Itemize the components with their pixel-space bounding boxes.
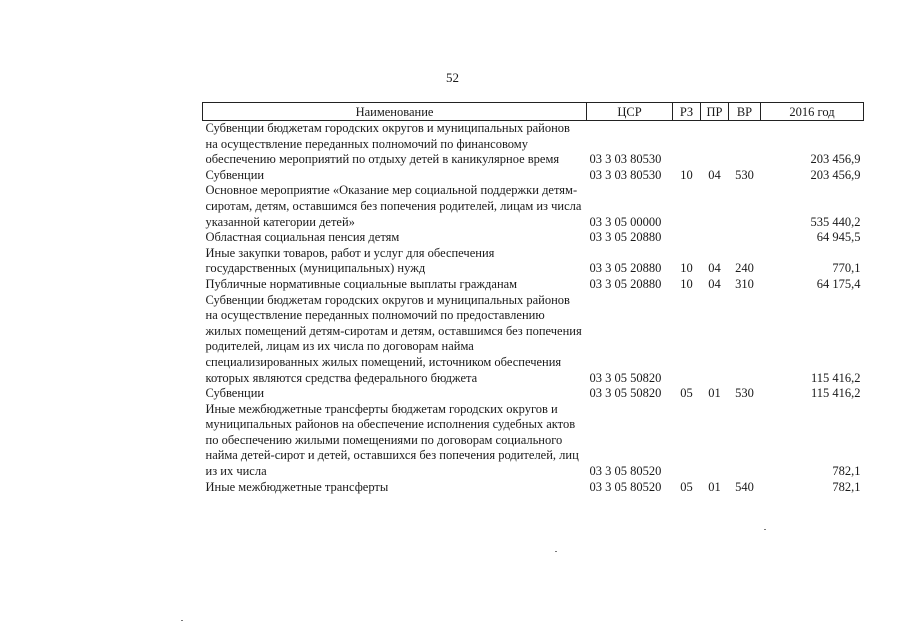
row-vr: 540 <box>735 479 754 494</box>
row-pr <box>701 230 729 246</box>
row-csr: 03 3 05 20880 <box>589 261 662 276</box>
row-rz: 05 <box>680 479 693 494</box>
row-value: 115 416,2 <box>810 386 861 401</box>
row-vr: 310 <box>735 276 754 291</box>
row-pr: 01 <box>708 479 721 494</box>
table-row <box>203 480 864 496</box>
table-header-row <box>203 103 864 121</box>
row-rz: 10 <box>680 276 693 291</box>
row-csr: 03 3 03 80530 <box>589 167 662 182</box>
row-vr: 530 <box>735 386 754 401</box>
row-name: Субвенции бюджетам городских округов и муниципальных районов на осуществление переданных полномочий по предоставлению жилых помещений детям-сиротам и детям, оставшимся без попечения родителей, лицам из их числа по договорам найма специализированных жилых помещений, источником обеспечения которых являются средства федерального бюджета <box>205 292 582 385</box>
row-csr: 03 3 05 00000 <box>589 214 662 229</box>
row-pr <box>701 402 729 480</box>
header-value: 2016 год <box>761 103 864 121</box>
page-number: 52 <box>446 70 459 85</box>
row-name: Субвенции <box>205 167 265 182</box>
table-row <box>203 121 864 168</box>
row-vr <box>729 402 761 480</box>
row-name: Основное мероприятие «Оказание мер социальной поддержки детям-сиротам, детям, оставшимся без попечения родителей, лицам из числа указанной категории детей» <box>205 183 582 229</box>
table-row <box>203 183 864 230</box>
row-csr: 03 3 05 50820 <box>589 386 662 401</box>
row-vr <box>729 121 761 168</box>
row-pr: 04 <box>708 276 721 291</box>
row-name: Иные закупки товаров, работ и услуг для обеспечения государственных (муниципальных) нужд <box>205 245 495 276</box>
row-rz: 05 <box>680 386 693 401</box>
row-name: Субвенции бюджетам городских округов и муниципальных районов на осуществление переданных полномочий по финансовому обеспечению мероприятий по отдыху детей в каникулярное время <box>205 121 570 167</box>
row-rz <box>673 230 701 246</box>
table-row <box>203 168 864 184</box>
row-rz: 10 <box>680 167 693 182</box>
row-value: 203 456,9 <box>810 152 861 167</box>
header-vr: ВР <box>729 103 761 121</box>
row-pr: 04 <box>708 261 721 276</box>
row-pr <box>701 293 729 387</box>
row-csr: 03 3 05 50820 <box>589 370 662 385</box>
row-rz: 10 <box>680 261 693 276</box>
row-rz <box>673 293 701 387</box>
row-pr <box>701 183 729 230</box>
row-value: 782,1 <box>832 464 861 479</box>
row-pr: 04 <box>708 167 721 182</box>
row-vr: 530 <box>735 167 754 182</box>
row-value: 203 456,9 <box>810 167 861 182</box>
row-name: Иные межбюджетные трансферты <box>205 479 389 494</box>
row-value: 535 440,2 <box>810 214 861 229</box>
row-value: 64 175,4 <box>816 276 861 291</box>
table-row <box>203 386 864 402</box>
row-name: Субвенции <box>205 386 265 401</box>
row-rz <box>673 121 701 168</box>
row-vr: 240 <box>735 261 754 276</box>
row-csr: 03 3 05 20880 <box>589 276 662 291</box>
row-name: Иные межбюджетные трансферты бюджетам городских округов и муниципальных районов на обеспечение исполнения судебных актов по обеспечению жилыми помещениями по договорам социального найма детей-сирот и детей, оставшихся без попечения родителей, лиц из их числа <box>205 401 579 479</box>
header-csr: ЦСР <box>587 103 673 121</box>
table-row <box>203 230 864 246</box>
row-csr: 03 3 03 80530 <box>589 152 662 167</box>
scan-speck <box>181 620 183 621</box>
row-value: 770,1 <box>832 261 861 276</box>
table-row <box>203 293 864 387</box>
row-csr: 03 3 05 80520 <box>589 479 662 494</box>
row-csr: 03 3 05 20880 <box>589 230 662 245</box>
row-value: 115 416,2 <box>810 370 861 385</box>
row-name: Публичные нормативные социальные выплаты гражданам <box>205 276 518 291</box>
table-row <box>203 402 864 480</box>
row-pr: 01 <box>708 386 721 401</box>
row-csr: 03 3 05 80520 <box>589 464 662 479</box>
row-value: 64 945,5 <box>816 230 861 245</box>
row-name: Областная социальная пенсия детям <box>205 230 400 245</box>
table-row <box>203 246 864 277</box>
header-rz: РЗ <box>673 103 701 121</box>
header-pr: ПР <box>701 103 729 121</box>
row-vr <box>729 183 761 230</box>
scan-speck <box>764 529 766 530</box>
row-pr <box>701 121 729 168</box>
table-row <box>203 277 864 293</box>
row-rz <box>673 402 701 480</box>
row-value: 782,1 <box>832 479 861 494</box>
row-vr <box>729 230 761 246</box>
scan-speck <box>555 551 557 552</box>
row-vr <box>729 293 761 387</box>
row-rz <box>673 183 701 230</box>
header-name: Наименование <box>203 103 587 121</box>
budget-table <box>202 102 864 495</box>
